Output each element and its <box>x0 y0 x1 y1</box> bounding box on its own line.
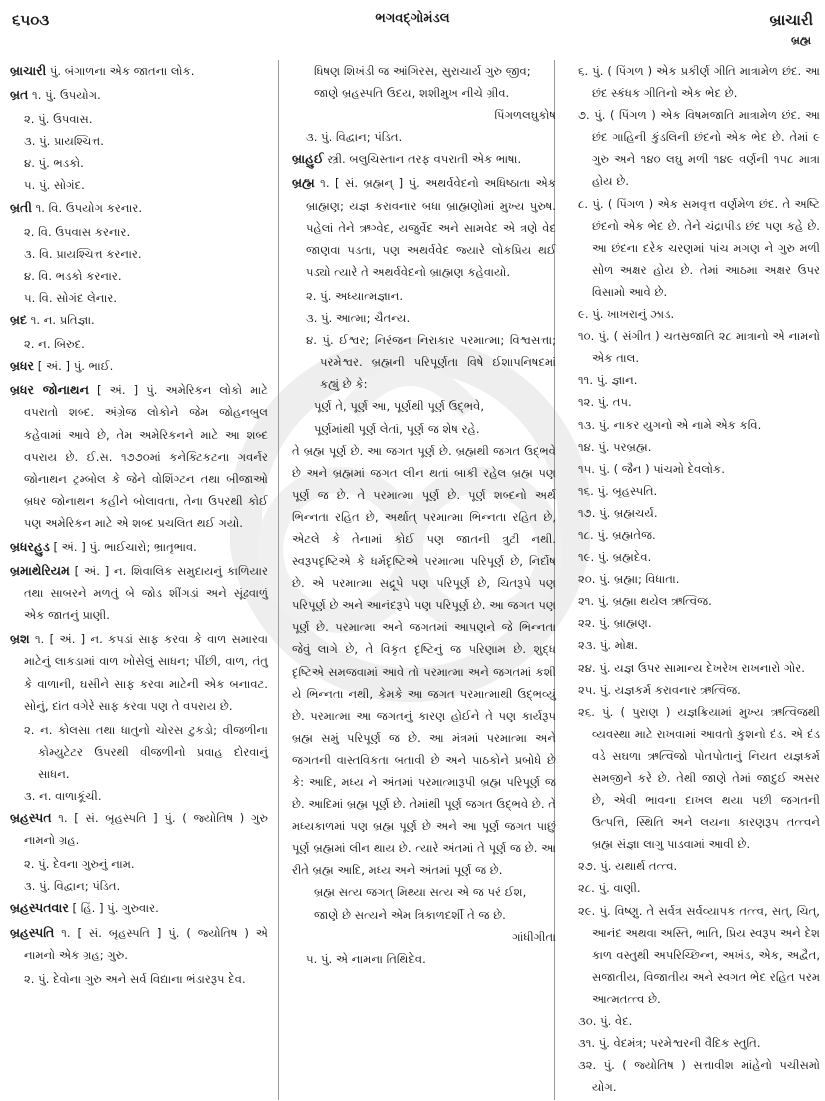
dictionary-entry <box>10 807 268 851</box>
sense: ૩૦. પું. વેદ. <box>578 1014 633 1029</box>
headword: બ્રશ <box>10 631 30 647</box>
dictionary-entry <box>10 60 268 82</box>
headword: બ્રમાથેરિયમ <box>10 563 70 579</box>
sense: ૨૫. પું. યજ્ઞકર્મ કરાવનાર ઋત્વિજ. <box>578 682 741 697</box>
definition: [ હિં. ] પું. ગુરુવાર. <box>68 901 159 916</box>
sense: ૯. પું. ખાખરાનું ઝાડ. <box>578 307 675 322</box>
verse-line: ધિષણ શિખંડી જ આંગિરસ, સુરાચાર્ય ગુરુ જીવ; <box>314 64 531 78</box>
sense: ૪. પું. ભડકો. <box>24 156 84 171</box>
headword: બ્રધરહુડ <box>10 538 50 554</box>
sense: ૨૯. પું. વિષ્ણુ. તે સર્વત્ર સર્વવ્યાપક તત્ત્વ, સત્, ચિત્, આનંદ અથવા અસ્તિ, ભાતિ, પ્રિય સ્વરૂપ અને દેશ કાળ વસ્તુથી અપરિચ્છિન્ન, અખંડ, એક, અદ્વૈત, સજાતીય, વિજાતીય અને સ્વગત ભેદ રહિત પરમ આત્મતત્ત્વ છે. <box>578 903 820 1006</box>
verse-line: પૂર્ણ તે, પૂર્ણ આ, પૂર્ણથી પૂર્ણ ઉદ્ભવે, <box>314 399 485 414</box>
guide-word-last: બ્રહ્મ <box>791 34 811 47</box>
definition: ૧. [ અં. ] ન. કપડાં સાફ કરવા કે વાળ સમારવા માટેનું લાકડામાં વાળ ખોસેલું સાધન; પીંછી, વાળ, તંતુ કે વાળાની, ઘસીને સાફ કરવા માટેની એક બનાવટ. સોનું, દાંત વગેરે સાફ કરવા પણ તે વપરાય છે. <box>24 632 268 713</box>
sense: ૨૮. પું. વાણી. <box>578 881 641 896</box>
dictionary-entry <box>10 197 268 219</box>
dictionary-entry <box>292 172 556 282</box>
verse-line: બ્રહ્મ સત્ય જગત્ મિથ્યા સત્ય એ જ પરં ઈશ, <box>314 885 527 900</box>
sense: ૧૯. પું. બ્રહ્મદેવ. <box>578 550 652 565</box>
citation: ગાંધીગીતા <box>512 929 556 944</box>
sense: ૪. પું. ઈશ્વર; નિરંજન નિરાકાર પરમાત્મા; વિશ્વસત્તા; પરમેશ્વર. બ્રહ્મની પરિપૂર્ણતા વિષે ઈશાપનિષદમાં કહ્યું છે કે: <box>306 333 556 392</box>
column-divider <box>278 60 279 1100</box>
definition: ૧. [ સં. બૃહસ્પતિ ] પું. ( જ્યોતિષ ) ગુરુ નામનો ગ્રહ. <box>24 811 268 848</box>
definition: [ અં. ] ન. શિવાલિક સમુદાયનું કાળિયાર તથા સાબરને મળતું બે જોડ શીંગડાં અને સૂંઢવાળું એક જાતનું પ્રાણી. <box>24 564 268 623</box>
sense: ૨૨. પું. બ્રાહ્મણ. <box>578 616 652 631</box>
page-number: ૬૫૦૩ <box>12 11 50 29</box>
definition: સ્ત્રી. બલુચિસ્તાન તરફ વપરાતી એક ભાષા. <box>323 152 522 167</box>
definition: પું. બંગાળના એક જાતના લોક. <box>46 64 195 78</box>
headword: બ્રાહુઈ <box>292 151 324 167</box>
sense: ૩. ન. વાળાકૂંચી. <box>24 789 102 803</box>
sense: ૨. ન. બિરુદ. <box>24 337 85 352</box>
headword: બ્રતી <box>10 199 32 215</box>
sense: ૩. પું. વિદ્વાન; પંડિત. <box>24 879 121 894</box>
sense: ૩૨. પું. ( જ્યોતિષ ) સત્તાવીશ માંહેનો પચીસમો યોગ. <box>578 1058 820 1095</box>
sense: ૩. પું. વિદ્વાન; પંડિત. <box>306 130 403 145</box>
definition: ૧. [ સં. બ્રહ્મન્ ] પું. અથર્વવેદનો અધિષ્ઠાતા એક બ્રાહ્મણ; યજ્ઞ કરાવનાર બધા બ્રાહ્મણોમાં મુખ્ય પુરુષ. પહેલાં તેને ઋગ્વેદ, યજુર્વેદ અને સામવેદ એ ત્રણે વેદ જાણવા પડતા, પણ અથર્વવેદ જ્યારે લોકપ્રિય થઈ પડ્યો ત્યારે તે અથર્વવેદનો બ્રાહ્મણ કહેવાયો. <box>306 176 556 279</box>
dictionary-entry <box>10 922 268 966</box>
definition: [ અં. ] પું. ભાઈ. <box>34 359 114 374</box>
headword: બ્રદ <box>10 312 28 328</box>
sense: ૩. વિ. પ્રાયશ્ચિત્ત કરનાર. <box>24 246 142 261</box>
sense: ૩૧. પું. વેદમંત્ર; પરમેશ્વરની વૈદિક સ્તુતિ. <box>578 1036 761 1051</box>
sense: ૩. પું. આત્મા; ચૈતન્ય. <box>306 311 411 326</box>
sense: ૧૭. પું. બ્રહ્મચર્ય. <box>578 505 658 520</box>
sense: ૫. પું. એ નામના તિથિદેવ. <box>306 951 426 966</box>
sense: ૫. વિ. સોગંદ લેનાર. <box>24 290 118 305</box>
headword: બ્રત <box>10 87 29 103</box>
sense: ૨. પું. અધ્યાત્મજ્ઞાન. <box>306 288 404 303</box>
sense: ૭. પું. ( પિંગળ ) એક વિષમજાતિ માત્રામેળ છંદ. આ છંદ ગાહિની કુંડલિની છંદનો એક ભેદ છે. તેમાં ૯ ગુરુ અને ૧૪૦ લઘુ મળી ૧૪૯ વર્ણની ૧૫૮ માત્રા હોય છે. <box>578 108 820 189</box>
verse-line: જાણે છે સત્યને એમ ત્રિકાળદર્શી તે જ છે. <box>314 907 506 922</box>
sense: ૫. પું. સોગંદ. <box>24 178 85 193</box>
sense: ૨૧. પું. બ્રહ્મા થયેલ ઋત્વિજ. <box>578 594 712 609</box>
column-2 <box>292 60 556 970</box>
dictionary-entry <box>10 560 268 626</box>
sense: ૬. પું. ( પિંગળ ) એક પ્રકીર્ણ ગીતિ માત્રામેળ છંદ. આ છંદ સ્કંધક ગીતિનો એક ભેદ છે. <box>578 64 820 101</box>
dictionary-entry <box>10 897 268 919</box>
definition: [ અં. ] પું. અમેરિકન લોકો માટે વપરાતો શબ્દ. અંગ્રેજ લોકોને જેમ જોહનબુલ કહેવામાં આવે છે, તેમ અમેરિકનને માટે આ શબ્દ વપરાય છે. ઈ.સ. ૧૭૭૦માં કનેક્ટિકટના ગવર્નર જોનાથન ટ્રમ્બોલ કે જેને વોશિંગ્ટન તથા બીજાઓ બ્રધર જોનાથન કહીને બોલાવતા, તેના ઉપરથી કોઈ પણ અમેરિકન માટે એ શબ્દ પ્રચલિત થઈ ગયો. <box>24 383 268 530</box>
paragraph: તે બ્રહ્મ પૂર્ણ છે. આ જગત પૂર્ણ છે. બ્રહ્મથી જગત ઉદ્ભવે છે અને બ્રહ્મમાં જગત લીન થતાં બાકી રહેલ બ્રહ્મ પણ પૂર્ણ જ છે. તે પરમાત્મા પૂર્ણ છે. પૂર્ણ શબ્દનો અર્થ ભિન્નતા રહિત છે, અર્થાત્ પરમાત્મા ભિન્નતા રહિત છે, એટલે કે તેનામાં કોઈ પણ જાતની ત્રુટી નથી. સ્વરૂપદૃષ્ટિએ કે ધર્મદૃષ્ટિએ પરમાત્મા પરિપૂર્ણ છે, નિર્દોષ છે. એ પરમાત્મા સદ્રૂપે પણ પરિપૂર્ણ છે, ચિતરૂપે પણ પરિપૂર્ણ છે અને આનંદરૂપે પણ પરિપૂર્ણ છે. આ જગત પણ પૂર્ણ છે. પરમાત્મા અને જગતમાં આપણને જે ભિન્નતા જેવું લાગે છે, તે વિકૃત દૃષ્ટિનું જ પરિણામ છે. શુદ્ધ દૃષ્ટિએ સમજવામાં આવે તો પરમાત્મા અને જગતમાં કશી યે ભિન્નતા નથી, કેમકે આ જગત પરમાત્માથી ઉદ્ભવ્યું છે. પરમાત્મા આ જગતનું કારણ હોઈને તે પણ કાર્યરૂપ બ્રહ્મ સમું પરિપૂર્ણ જ છે. આ મંત્રમાં પરમાત્મા અને જગતની વાસ્તવિકતા બતાવી છે અને પાઠકોને પ્રબોધે છે કે: આદિ, મધ્ય ને અંતમાં પરમાત્મારૂપી બ્રહ્મ પરિપૂર્ણ જ છે. આદિમાં બ્રહ્મ પૂર્ણ છે. તેમાંથી પૂર્ણ જગત ઉદ્ભવે છે. તે મધ્યકાળમાં પણ બ્રહ્મ પૂર્ણ છે અને આ પૂર્ણ જગત પાછું પૂર્ણ બ્રહ્મમાં લીન થાય છે. ત્યારે અંતમાં તે પૂર્ણ જ છે. આ રીતે બ્રહ્મ આદિ, મધ્ય અને અંતમાં પૂર્ણ જ છે. <box>292 443 556 878</box>
verse-line: પૂર્ણમાંથી પૂર્ણ લેતાં, પૂર્ણ જ શેષ રહે. <box>314 421 480 436</box>
definition: ૧. વિ. ઉપયોગ કરનાર. <box>31 200 143 215</box>
sense: ૩. પું. પ્રાયશ્ચિત્ત. <box>24 134 104 149</box>
sense: ૧૧. પું. જ્ઞાન. <box>578 373 638 388</box>
definition: ૧. [ સં. બૃહસ્પતિ ] પું. ( જ્યોતિષ ) એ નામનો એક ગ્રહ; ગુરુ. <box>24 925 268 962</box>
dictionary-columns <box>8 60 820 1100</box>
sense: ૨૬. પું. ( પુરાણ ) યજ્ઞક્રિયામાં મુખ્ય ઋત્વિજથી વ્યવસ્થા માટે રાખવામાં આવતો કુશનો દંડ. એ દંડ વડે સઘળા ઋત્વિજો પોતપોતાનું નિયત યજ્ઞકર્મ સમજીને કરે છે. તેથી જાણે તેમાં જાદુઈ અસર છે, એવી ભાવના દાખલ થયા પછી જગતની ઉત્પત્તિ, સ્થિતિ અને લયના કારણરૂપ તત્ત્વને બ્રહ્મ સંજ્ઞા લાગુ પાડવામાં આવી છે. <box>578 704 820 852</box>
sense: ૨૦. પું. બ્રહ્મા; વિધાતા. <box>578 572 680 587</box>
sense: ૧૩. પું. નાકર યુગનો એ નામે એક કવિ. <box>578 417 762 432</box>
headword: બ્રહસ્પતિ <box>10 924 55 940</box>
dictionary-entry <box>10 379 268 534</box>
headword: બ્રહસ્પતવાર <box>10 900 69 916</box>
dictionary-entry <box>10 628 268 716</box>
definition: [ અં. ] પું. ભાઈચારો; ભ્રાતૃભાવ. <box>49 539 197 554</box>
headword: બ્રધર જોનાથન <box>10 382 89 398</box>
sense: ૨. પું. દેવોના ગુરુ અને સર્વ વિદ્યાના ભંડારરૂપ દેવ. <box>24 971 246 986</box>
sense: ૧૨. પું. તપ. <box>578 395 632 410</box>
headword: બ્રહ્મ <box>292 175 315 191</box>
sense: ૨. પું. ઉપવાસ. <box>24 112 93 127</box>
sense: ૨. વિ. ઉપવાસ કરનાર. <box>24 224 131 239</box>
definition: ૧. ન. પ્રતિજ્ઞા. <box>27 313 95 328</box>
sense: ૪. વિ. ભડકો કરનાર. <box>24 268 122 283</box>
sense: ૧૮. પું. બ્રહ્મતેજ. <box>578 527 656 542</box>
sense: ૨૭. પું. યથાર્થ તત્ત્વ. <box>578 859 678 874</box>
headword: બ્રધર <box>10 358 35 374</box>
dictionary-entry <box>10 355 268 377</box>
sense: ૧૪. પું. પરબ્રહ્મ. <box>578 439 652 454</box>
page-header <box>0 0 825 50</box>
headword: બ્રહસ્પત <box>10 810 52 826</box>
book-title: ભગવદ્ગોમંડલ <box>375 11 450 26</box>
sense: ૨૩. પું. મોક્ષ. <box>578 638 638 653</box>
sense: ૨. પું. દેવના ગુરુનું નામ. <box>24 857 135 872</box>
sense: ૧૬. પું. બૃહસ્પતિ. <box>578 483 658 498</box>
citation: પિંગળલઘુકોષ <box>494 108 556 123</box>
dictionary-entry <box>292 148 556 170</box>
definition: ૧. પું. ઉપયોગ. <box>28 88 101 103</box>
verse-line: જાણે બ્રહસ્પતિ ઉદય, શશીમુખ નીચે ગ્રીવ. <box>314 86 510 101</box>
dictionary-entry <box>10 536 268 558</box>
sense: ૨. ન. કોલસા તથા ધાતુનો ચોરસ ટુકડો; વીજળીના કોમ્યુટેટર ઉપરથી વીજળીનો પ્રવાહ દોરવાનું સાધન. <box>24 722 268 781</box>
dictionary-entry <box>10 84 268 106</box>
sense: ૧૦. પું. ( સંગીત ) ચતસ્રજાતિ ૨૮ માત્રાનો એ નામનો એક તાલ. <box>578 329 820 366</box>
sense: ૧૫. પું. ( જૈન ) પાંચમો દેવલોક. <box>578 461 725 476</box>
column-1 <box>10 60 268 990</box>
column-3 <box>564 60 820 1098</box>
dictionary-entry <box>10 309 268 331</box>
sense: ૮. પું. ( પિંગળ ) એક સમવૃત્ત વર્ણમેળ છંદ. તે અષ્ટિ છંદનો એક ભેદ છે. તેને ચંદ્રાપીડ છંદ પણ કહે છે. આ છંદના દરેક ચરણમાં પાંચ મગણ ને ગુરુ મળી સોળ અક્ષર હોય છે. તેમાં આઠમા અક્ષર ઉપર વિસામો આવે છે. <box>578 196 820 299</box>
guide-word-first: બ્રાચારી <box>769 11 813 29</box>
headword: બ્રાચારી <box>10 63 47 78</box>
sense: ૨૪. પું. યજ્ઞ ઉપર સામાન્ય દેખરેખ રાખનારો ગોર. <box>578 660 805 675</box>
